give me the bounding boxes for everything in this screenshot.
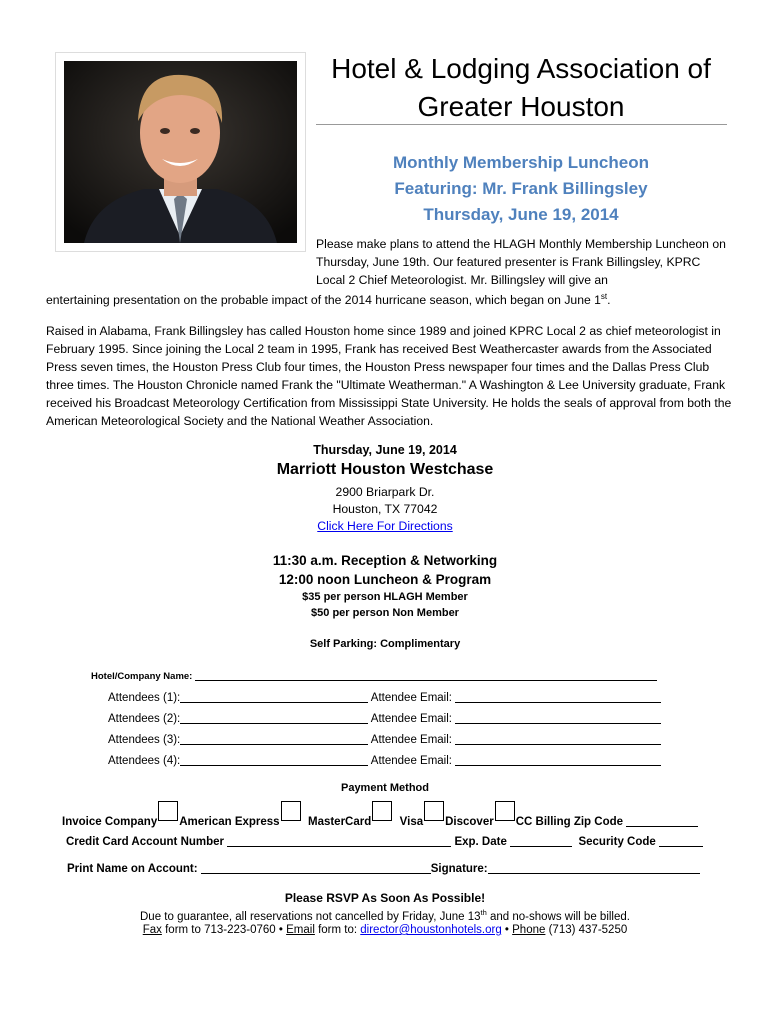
venue-name: Marriott Houston Westchase xyxy=(276,461,494,478)
attendee-row xyxy=(108,755,661,767)
venue-address2: Houston, TX 77042 xyxy=(332,502,438,516)
attendee-name-field[interactable] xyxy=(180,744,368,745)
price-member: $35 per person HLAGH Member xyxy=(302,591,468,603)
payment-option-mastercard: MasterCard xyxy=(307,816,372,828)
contact-line xyxy=(0,924,770,936)
payment-option-discover: Discover xyxy=(445,816,494,828)
event-heading-line3: Thursday, June 19, 2014 xyxy=(423,205,619,224)
attendee-email-label: Attendee Email: xyxy=(370,713,452,725)
payment-options-row xyxy=(62,807,698,828)
org-title-line1: Hotel & Lodging Association of xyxy=(331,53,711,84)
venue-address1: 2900 Briarpark Dr. xyxy=(335,485,435,499)
attendee-row xyxy=(108,734,661,746)
attendee-label: Attendees (2): xyxy=(108,713,181,725)
speaker-photo xyxy=(55,52,306,252)
fax-text: form to 713-223-0760 • xyxy=(161,924,287,936)
guarantee-pre: Due to guarantee, all reservations not cancelled by Friday, June 13 xyxy=(140,910,481,923)
attendee-email-field[interactable] xyxy=(455,702,661,703)
guarantee-notice xyxy=(0,908,770,923)
attendee-email-field[interactable] xyxy=(455,744,661,745)
attendee-row xyxy=(108,692,661,704)
directions-link[interactable]: Click Here For Directions xyxy=(317,519,453,533)
company-name-label: Hotel/Company Name: xyxy=(91,671,193,682)
phone-text: (713) 437-5250 xyxy=(545,924,628,936)
fax-label: Fax xyxy=(142,924,162,936)
attendee-email-label: Attendee Email: xyxy=(370,734,452,746)
security-code-field[interactable] xyxy=(659,846,703,847)
phone-label: Phone xyxy=(512,924,546,936)
signature-row xyxy=(67,863,700,875)
attendee-label: Attendees (1): xyxy=(108,692,181,704)
checkbox-cc-billing[interactable] xyxy=(495,801,515,821)
attendee-label: Attendees (4): xyxy=(108,755,181,767)
checkbox-mastercard[interactable] xyxy=(281,801,301,821)
intro-continuation-text: entertaining presentation on the probable impact of the 2014 hurricane season, which began on June 1 xyxy=(46,293,601,308)
checkbox-discover[interactable] xyxy=(424,801,444,821)
intro-sup: st xyxy=(600,292,608,301)
payment-option-invoice: Invoice Company xyxy=(62,816,158,828)
phone-separator: • xyxy=(501,924,513,936)
card-number-field[interactable] xyxy=(227,846,451,847)
print-name-label: Print Name on Account: xyxy=(67,863,198,875)
zip-label: CC Billing Zip Code xyxy=(515,816,624,828)
event-heading-line1: Monthly Membership Luncheon xyxy=(393,153,649,172)
signature-field[interactable] xyxy=(488,873,700,874)
intro-end: . xyxy=(607,293,611,308)
payment-option-amex: American Express xyxy=(179,816,280,828)
security-code-label: Security Code xyxy=(578,836,656,848)
payment-option-visa: Visa xyxy=(399,816,424,828)
reception-time: 11:30 a.m. Reception & Networking xyxy=(272,553,498,568)
attendee-row xyxy=(108,713,661,725)
payment-method-title: Payment Method xyxy=(340,782,429,794)
guarantee-post: and no-shows will be billed. xyxy=(486,910,630,923)
intro-continuation xyxy=(46,288,736,309)
intro-text: Please make plans to attend the HLAGH Monthly Membership Luncheon on Thursday, June 19th. Our featured presenter is Frank Billingsley, KPRC Local 2 Chief Meteorologist. Mr. Billingsley will give an xyxy=(316,237,726,287)
attendee-email-label: Attendee Email: xyxy=(370,692,452,704)
venue-date: Thursday, June 19, 2014 xyxy=(313,443,457,457)
email-address-link[interactable]: director@houstonhotels.org xyxy=(360,924,502,936)
attendee-name-field[interactable] xyxy=(180,723,368,724)
attendee-email-field[interactable] xyxy=(455,723,661,724)
guarantee-sup: th xyxy=(480,908,487,917)
speaker-bio: Raised in Alabama, Frank Billingsley has called Houston home since 1989 and joined KPRC Local 2 as chief meteorologist in February 1995. Since joining the Local 2 team in 1995, Frank has received Best Weathercaster awards from the Associated Press seven times, the Houston Press Club four times, the Houston Press newspaper four times and the Dallas Press Club three times. The Houston Chronicle named Frank the "Ultimate Weatherman." A Washington & Lee University graduate, Frank received his Broadcast Meteorology Certification from Mississippi State University. He holds the seals of approval from both the American Meteorological Society and the National Weather Association. xyxy=(46,324,732,428)
luncheon-time: 12:00 noon Luncheon & Program xyxy=(278,572,492,587)
checkbox-american-express[interactable] xyxy=(158,801,178,821)
signature-label: Signature: xyxy=(430,863,488,875)
email-text: form to: xyxy=(314,924,361,936)
email-label: Email xyxy=(286,924,315,936)
print-name-field[interactable] xyxy=(201,873,431,874)
speaker-portrait-icon xyxy=(64,61,297,243)
zip-field[interactable] xyxy=(626,826,698,827)
attendee-label: Attendees (3): xyxy=(108,734,181,746)
price-nonmember: $50 per person Non Member xyxy=(311,607,459,619)
attendee-email-label: Attendee Email: xyxy=(370,755,452,767)
company-name-field[interactable] xyxy=(195,680,657,681)
parking-info: Self Parking: Complimentary xyxy=(309,638,461,650)
exp-date-label: Exp. Date xyxy=(454,836,507,848)
card-number-label: Credit Card Account Number xyxy=(66,836,225,848)
checkbox-visa[interactable] xyxy=(372,801,392,821)
exp-date-field[interactable] xyxy=(510,846,572,847)
attendee-name-field[interactable] xyxy=(180,702,368,703)
company-name-row xyxy=(91,671,657,682)
attendee-name-field[interactable] xyxy=(180,765,368,766)
card-details-row xyxy=(66,836,703,848)
org-title xyxy=(316,50,726,126)
event-heading-line2: Featuring: Mr. Frank Billingsley xyxy=(394,179,648,198)
org-title-line2: Greater Houston xyxy=(417,91,625,122)
attendee-email-field[interactable] xyxy=(455,765,661,766)
rsvp-notice: Please RSVP As Soon As Possible! xyxy=(284,891,486,905)
event-heading xyxy=(316,150,726,228)
title-divider xyxy=(316,124,727,125)
